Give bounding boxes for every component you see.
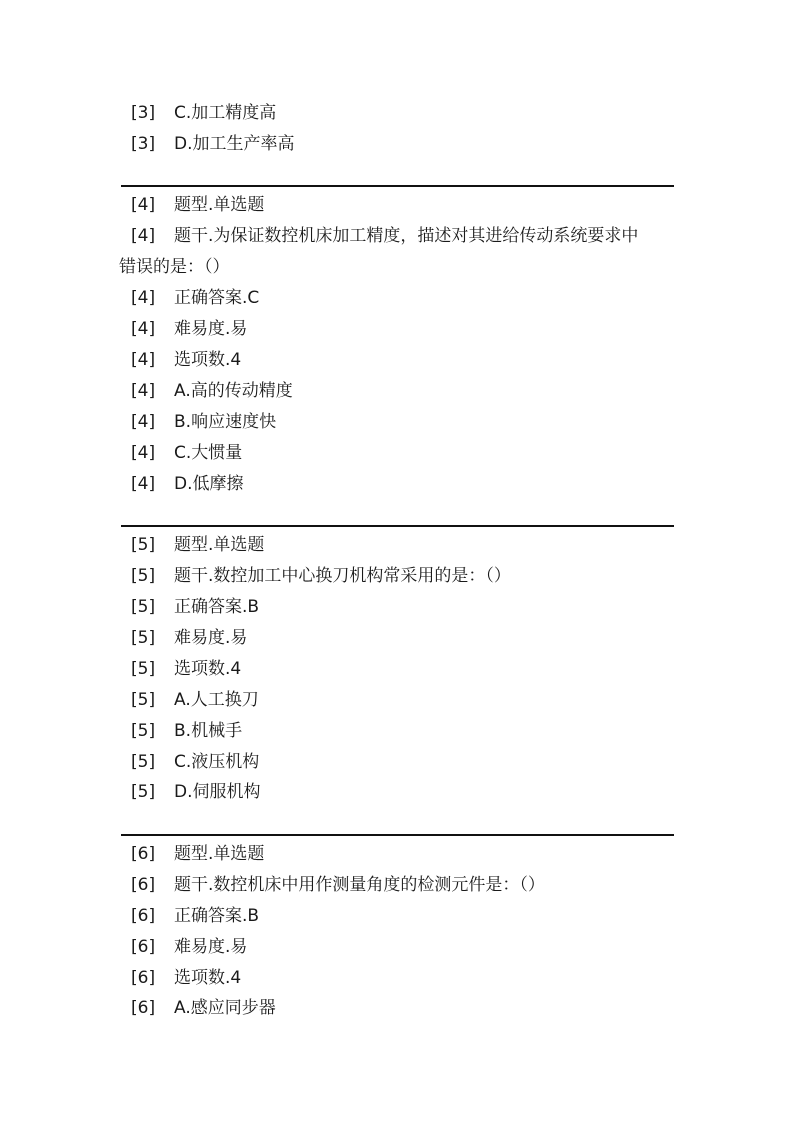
q6-option-count: [6] 选项数.4 — [131, 968, 242, 988]
q5-option-b: [5] B.机械手 — [131, 721, 243, 741]
q3-option-d: [3] D.加工生产率高 — [131, 134, 295, 154]
q4-stem: [4] 题干.为保证数控机床加工精度，描述对其进给传动系统要求中 — [131, 226, 639, 246]
q4-option-b: [4] B.响应速度快 — [131, 412, 277, 432]
q4-option-count: [4] 选项数.4 — [131, 350, 242, 370]
q5-option-count: [5] 选项数.4 — [131, 659, 242, 679]
q6-stem: [6] 题干.数控机床中用作测量角度的检测元件是：（） — [131, 875, 545, 895]
q6-type: [6] 题型.单选题 — [131, 844, 265, 864]
q5-option-d: [5] D.伺服机构 — [131, 782, 261, 802]
q6-difficulty: [6] 难易度.易 — [131, 937, 248, 957]
q4-stem-continuation: 错误的是：（） — [119, 257, 230, 277]
q3-option-c: [3] C.加工精度高 — [131, 103, 277, 123]
q4-option-d: [4] D.低摩擦 — [131, 474, 244, 494]
q4-option-c: [4] C.大惯量 — [131, 443, 243, 463]
q5-stem: [5] 题干.数控加工中心换刀机构常采用的是：（） — [131, 566, 511, 586]
q5-option-a: [5] A.人工换刀 — [131, 690, 259, 710]
q5-difficulty: [5] 难易度.易 — [131, 628, 248, 648]
divider — [121, 185, 674, 187]
q6-answer: [6] 正确答案.B — [131, 906, 260, 926]
q4-type: [4] 题型.单选题 — [131, 195, 265, 215]
q5-option-c: [5] C.液压机构 — [131, 752, 260, 772]
q5-answer: [5] 正确答案.B — [131, 597, 260, 617]
q6-option-a: [6] A.感应同步器 — [131, 998, 276, 1018]
q4-difficulty: [4] 难易度.易 — [131, 319, 248, 339]
divider — [121, 525, 674, 527]
q4-option-a: [4] A.高的传动精度 — [131, 381, 293, 401]
q4-answer: [4] 正确答案.C — [131, 288, 260, 308]
q5-type: [5] 题型.单选题 — [131, 535, 265, 555]
divider — [121, 834, 674, 836]
